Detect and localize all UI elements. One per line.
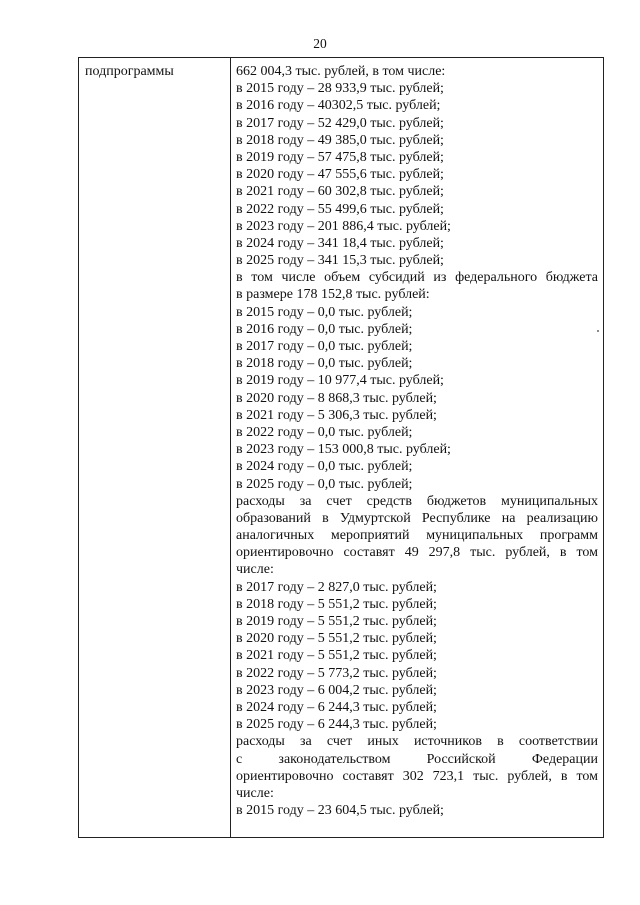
funding-line: расходы за счет иных источников в соответствии: [236, 734, 598, 750]
funding-line: в 2017 году – 0,0 тыс. рублей;: [236, 339, 413, 354]
funding-line: ориентировочно составят 49 297,8 тыс. рублей, в том: [236, 545, 598, 561]
funding-line: в 2022 году – 55 499,6 тыс. рублей;: [236, 201, 444, 217]
funding-line: в 2021 году – 5 306,3 тыс. рублей;: [236, 407, 437, 423]
funding-line: в 2025 году – 6 244,3 тыс. рублей;: [236, 717, 437, 733]
funding-line: в 2023 году – 6 004,2 тыс. рублей;: [236, 682, 437, 698]
funding-line: в 2015 году – 0,0 тыс. рублей;: [236, 304, 413, 320]
row-label: подпрограммы: [85, 64, 174, 79]
funding-line: в 2016 году – 40302,5 тыс. рублей;: [236, 98, 441, 114]
funding-line: в 2023 году – 153 000,8 тыс. рублей;: [236, 442, 451, 458]
funding-line: в 2021 году – 60 302,8 тыс. рублей;: [236, 184, 444, 200]
funding-line: числе:: [236, 785, 274, 801]
program-funding-table: [78, 57, 604, 838]
funding-line: ориентировочно составят 302 723,1 тыс. рублей, в том: [236, 768, 598, 784]
funding-line: в 2024 году – 0,0 тыс. рублей;: [236, 459, 413, 475]
funding-line: в 2020 году – 47 555,6 тыс. рублей;: [236, 167, 444, 183]
funding-line: в 2019 году – 10 977,4 тыс. рублей;: [236, 373, 444, 389]
scan-speck: [597, 330, 599, 332]
funding-line: в 2018 году – 49 385,0 тыс. рублей;: [236, 132, 444, 148]
funding-line: образований в Удмуртской Республике на реализацию: [236, 510, 598, 526]
funding-line: числе:: [236, 562, 274, 578]
funding-line: в 2015 году – 28 933,9 тыс. рублей;: [236, 81, 444, 97]
funding-line: в 2024 году – 341 18,4 тыс. рублей;: [236, 235, 444, 251]
funding-line: в 2017 году – 2 827,0 тыс. рублей;: [236, 579, 437, 595]
funding-line: в 2019 году – 57 475,8 тыс. рублей;: [236, 149, 444, 165]
funding-line: в 2019 году – 5 551,2 тыс. рублей;: [236, 614, 437, 629]
funding-line: в 2025 году – 0,0 тыс. рублей;: [236, 476, 413, 492]
funding-line: 662 004,3 тыс. рублей, в том числе:: [236, 64, 446, 79]
funding-line: в том числе объем субсидий из федерального бюджета: [236, 270, 598, 286]
funding-line: в 2023 году – 201 886,4 тыс. рублей;: [236, 218, 451, 234]
funding-line: в 2025 году – 341 15,3 тыс. рублей;: [236, 253, 444, 269]
funding-line: с законодательством Российской Федерации: [236, 751, 598, 767]
funding-line: в 2021 году – 5 551,2 тыс. рублей;: [236, 648, 437, 664]
funding-line: в 2020 году – 8 868,3 тыс. рублей;: [236, 390, 437, 406]
funding-line: в размере 178 152,8 тыс. рублей:: [236, 287, 430, 303]
funding-line: в 2024 году – 6 244,3 тыс. рублей;: [236, 699, 437, 715]
funding-line: в 2015 году – 23 604,5 тыс. рублей;: [236, 803, 444, 819]
funding-line: в 2022 году – 5 773,2 тыс. рублей;: [236, 665, 437, 681]
funding-line: в 2017 году – 52 429,0 тыс. рублей;: [236, 115, 444, 131]
funding-line: в 2018 году – 0,0 тыс. рублей;: [236, 356, 413, 372]
funding-details-cell: [236, 63, 598, 819]
page-number: 20: [313, 36, 327, 51]
funding-line: в 2022 году – 0,0 тыс. рублей;: [236, 424, 413, 440]
funding-line: расходы за счет средств бюджетов муниципальных: [236, 493, 598, 509]
funding-line: в 2018 году – 5 551,2 тыс. рублей;: [236, 596, 437, 612]
column-divider: [230, 58, 231, 837]
funding-line: в 2016 году – 0,0 тыс. рублей;: [236, 321, 413, 337]
funding-line: в 2020 году – 5 551,2 тыс. рублей;: [236, 631, 437, 647]
funding-line: аналогичных мероприятий муниципальных программ: [236, 528, 598, 544]
